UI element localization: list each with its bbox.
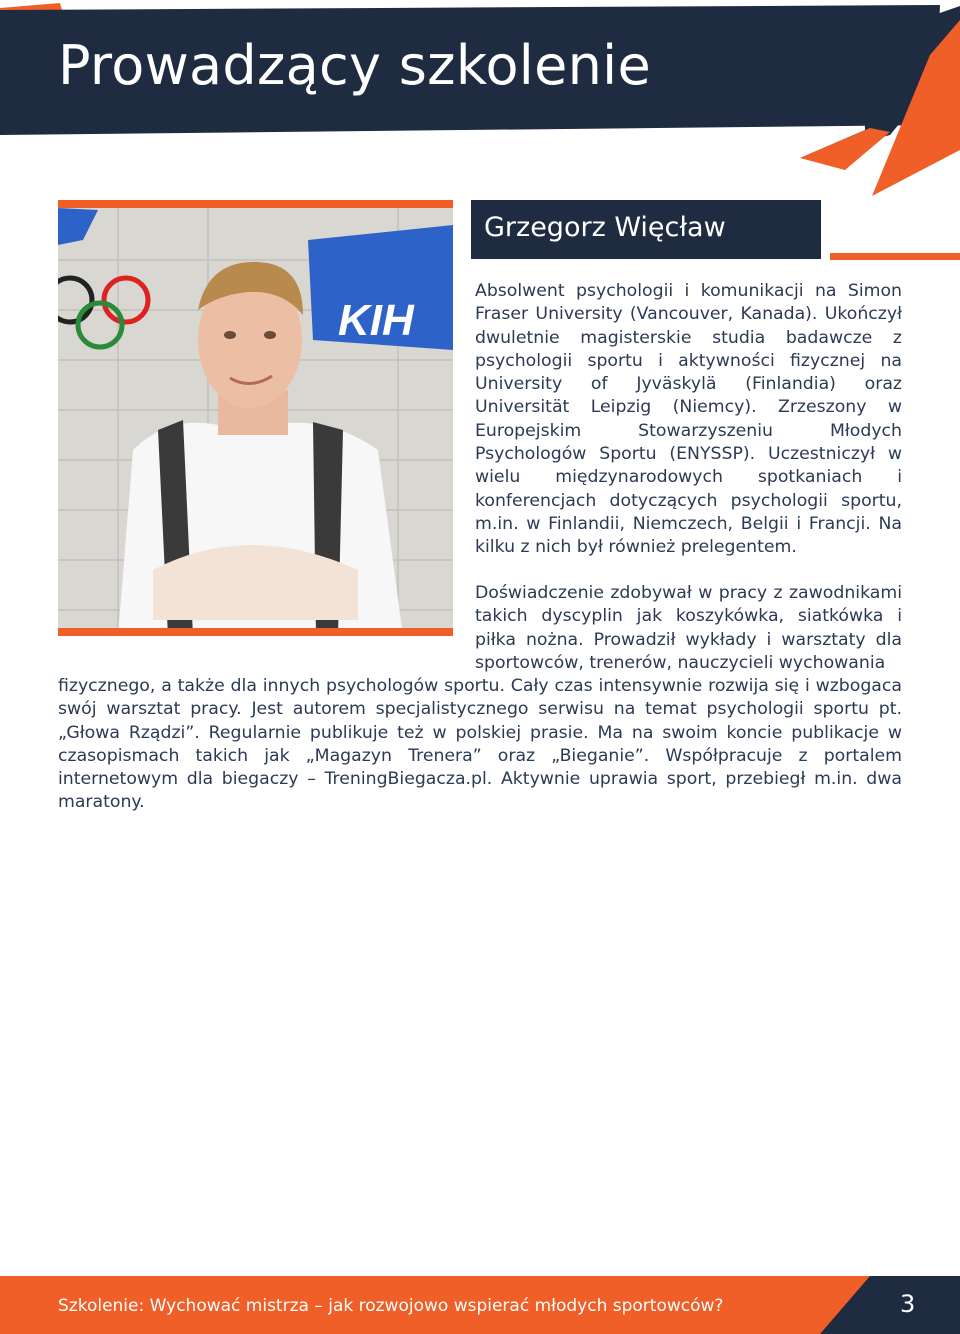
page-title: Prowadzący szkolenie: [58, 34, 651, 97]
header-banner: [0, 0, 960, 200]
footer-text: Szkolenie: Wychować mistrza – jak rozwojowo wspierać młodych sportowców?: [58, 1296, 724, 1316]
trainer-portrait-icon: [58, 200, 453, 636]
bio-paragraph-1: Absolwent psychologii i komunikacji na Simon Fraser University (Vancouver, Kanada). Ukończył dwuletnie magisterskie studia badawcze z psychologii sportu i aktywności fizycznej na University of Jyväskylä (Finlandia) oraz Universität Leipzig (Niemcy). Zrzeszony w Europejskim Stowarzyszeniu Młodych Psychologów Sportu (ENYSSP). Uczestniczył w wielu międzynarodowych spotkaniach i konferencjach dotyczących psychologii sportu, m.in. w Finlandii, Niemczech, Belgii i Francji. Na kilku z nich był również prelegentem.: [475, 281, 902, 558]
trainer-name: Grzegorz Więcław: [484, 212, 726, 243]
page-number: 3: [900, 1290, 916, 1318]
svg-text:KIH: KIH: [338, 296, 414, 345]
trainer-name-box: [471, 200, 821, 259]
trainer-photo: [58, 200, 453, 636]
bio-paragraph-2-start: Doświadczenie zdobywał w pracy z zawodnikami takich dyscyplin jak koszykówka, siatkówka i piłka nożna. Prowadził wykłady i warsztaty dla sportowców, trenerów, nauczycieli wychowania: [475, 583, 902, 673]
name-accent-bar: [830, 253, 960, 260]
bio-paragraph-2-end: fizycznego, a także dla innych psychologów sportu. Cały czas intensywnie rozwija się i wzbogaca swój warsztat pracy. Jest autorem specjalistycznego serwisu na temat psychologii sportu pt. „Głowa Rządzi”. Regularnie publikuje też w polskiej prasie. Ma na swoim koncie publikacje w czasopismach takich jak „Magazyn Trenera” oraz „Bieganie”. Współpracuje z portalem internetowym dla biegaczy – TreningBiegacza.pl. Aktywnie uprawia sport, przebiegł m.in. dwa maratony.: [58, 676, 902, 813]
